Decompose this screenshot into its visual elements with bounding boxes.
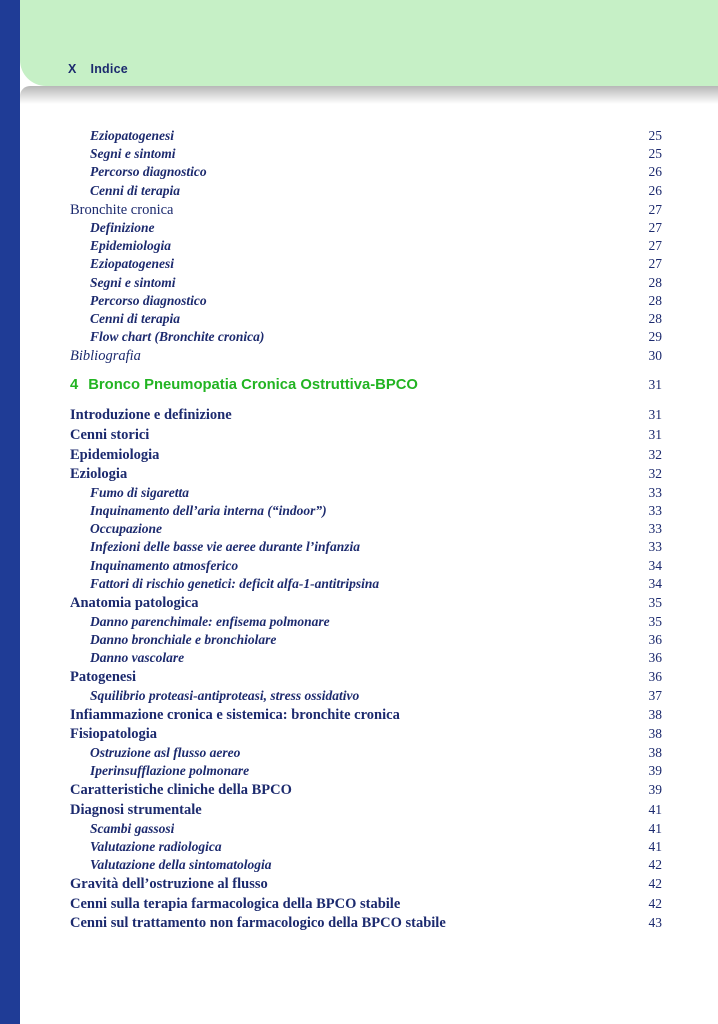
toc-entry-title: Epidemiologia (70, 446, 160, 463)
toc-entry[interactable] (70, 800, 662, 820)
header-shadow (20, 86, 718, 104)
toc-entry[interactable] (70, 255, 662, 273)
toc-part-1 (70, 127, 662, 365)
toc-entry[interactable] (70, 913, 662, 933)
toc-entry-title: Fumo di sigaretta (90, 484, 190, 500)
toc-part-2 (70, 405, 662, 933)
toc-entry-title: Bronchite cronica (70, 201, 174, 218)
toc-entry-title: Caratteristiche cliniche della BPCO (70, 782, 292, 799)
chapter-title: Bronco Pneumopatia Cronica Ostruttiva-BPCO (88, 377, 418, 394)
toc-entry-title: Infezioni delle basse vie aeree durante l’infanzia (90, 539, 360, 555)
toc-entry-page: 36 (648, 649, 662, 665)
toc-entry-page: 39 (648, 782, 662, 798)
toc-entry-page: 32 (648, 446, 662, 462)
toc-entry-title: Occupazione (90, 521, 162, 537)
toc-entry-title: Percorso diagnostico (90, 164, 207, 180)
toc-entry[interactable] (70, 464, 662, 484)
toc-entry-page: 33 (648, 503, 662, 518)
toc-entry[interactable] (70, 613, 662, 631)
toc-entry-title: Segni e sintomi (90, 146, 176, 162)
toc-entry[interactable] (70, 575, 662, 593)
toc-entry[interactable] (70, 820, 662, 838)
toc-entry[interactable] (70, 145, 662, 163)
toc-entry[interactable] (70, 520, 662, 538)
toc-entry-page: 30 (648, 348, 662, 364)
toc-entry-title: Anatomia patologica (70, 594, 199, 611)
toc-entry-page: 42 (648, 857, 662, 872)
chapter-page: 31 (648, 377, 662, 393)
toc-entry-page: 29 (648, 329, 662, 345)
toc-entry-title: Valutazione della sintomatologia (90, 857, 272, 872)
toc-entry-page: 27 (648, 219, 662, 235)
toc-entry-title: Danno vascolare (90, 649, 185, 665)
side-color-bar (0, 0, 20, 1024)
toc-entry[interactable] (70, 724, 662, 744)
toc-entry[interactable] (70, 538, 662, 556)
toc-entry-title: Introduzione e definizione (70, 407, 232, 424)
toc-entry-title: Inquinamento dell’aria interna (“indoor”) (90, 503, 327, 518)
toc-entry[interactable] (70, 292, 662, 310)
toc-entry[interactable] (70, 874, 662, 894)
toc-entry-page: 27 (648, 201, 662, 217)
toc-entry-title: Cenni di terapia (90, 310, 181, 326)
toc-entry[interactable] (70, 744, 662, 762)
toc-entry-title: Danno parenchimale: enfisema polmonare (90, 613, 330, 629)
toc-entry-page: 31 (648, 427, 662, 443)
toc-entry[interactable] (70, 856, 662, 874)
toc-entry-title: Definizione (90, 219, 155, 235)
toc-entry-page: 28 (648, 292, 662, 308)
toc-entry-title: Eziopatogenesi (90, 256, 175, 272)
toc-entry-page: 41 (648, 802, 662, 818)
toc-entry[interactable] (70, 445, 662, 465)
toc-entry-title: Flow chart (Bronchite cronica) (90, 329, 265, 345)
toc-entry-title: Cenni sul trattamento non farmacologico della BPCO stabile (70, 915, 446, 932)
toc-entry-title: Eziopatogenesi (90, 128, 175, 143)
toc-entry[interactable] (70, 687, 662, 705)
toc-entry[interactable] (70, 163, 662, 181)
toc-entry-title: Gravità dell’ostruzione al flusso (70, 876, 268, 893)
toc-entry[interactable] (70, 405, 662, 425)
toc-entry-page: 33 (648, 521, 662, 537)
toc-entry[interactable] (70, 310, 662, 328)
toc-entry-page: 33 (648, 539, 662, 555)
toc-entry-title: Epidemiologia (90, 238, 171, 254)
toc-entry-title: Eziologia (70, 466, 128, 483)
chapter-title-wrap (70, 375, 418, 395)
toc-entry[interactable] (70, 593, 662, 613)
toc-entry-title: Ostruzione asl flusso aereo (90, 745, 241, 761)
toc-entry[interactable] (70, 484, 662, 502)
toc-entry-page: 25 (648, 128, 662, 143)
toc-entry-title: Bibliografia (70, 348, 141, 365)
toc-entry-page: 41 (648, 838, 662, 854)
toc-entry[interactable] (70, 200, 662, 219)
toc-entry-title: Patogenesi (70, 669, 137, 686)
toc-entry-title: Valutazione radiologica (90, 838, 222, 854)
toc-entry-title: Cenni di terapia (90, 182, 181, 198)
toc-entry-page: 27 (648, 256, 662, 272)
toc-entry-page: 28 (648, 274, 662, 290)
header-section-title: Indice (90, 62, 128, 76)
toc-entry-page: 27 (648, 238, 662, 254)
toc-entry-page: 33 (648, 484, 662, 500)
toc-entry-page: 43 (648, 915, 662, 931)
toc-entry-page: 35 (648, 613, 662, 629)
toc-entry-title: Cenni storici (70, 427, 150, 444)
toc-entry-title: Percorso diagnostico (90, 292, 207, 308)
chapter-heading[interactable] (70, 365, 662, 405)
running-header (68, 62, 128, 76)
toc-entry-page: 41 (648, 820, 662, 836)
toc-entry-page: 32 (648, 466, 662, 482)
chapter-number: 4 (70, 377, 79, 394)
toc-entry-title: Diagnosi strumentale (70, 802, 202, 819)
toc-entry-page: 38 (648, 745, 662, 761)
toc-entry-title: Inquinamento atmosferico (90, 557, 239, 573)
toc-entry[interactable] (70, 219, 662, 237)
toc-entry-page: 36 (648, 631, 662, 647)
toc-entry[interactable] (70, 425, 662, 445)
toc-entry[interactable] (70, 182, 662, 200)
toc-entry[interactable] (70, 762, 662, 780)
toc-entry-page: 36 (648, 669, 662, 685)
toc-entry[interactable] (70, 346, 662, 365)
toc-entry-page: 38 (648, 706, 662, 722)
toc-entry-title: Fisiopatologia (70, 726, 158, 743)
toc-entry[interactable] (70, 502, 662, 520)
table-of-contents (70, 127, 662, 933)
toc-entry-page: 26 (648, 164, 662, 180)
toc-entry[interactable] (70, 557, 662, 575)
header-page-number: X (68, 62, 77, 76)
toc-entry[interactable] (70, 328, 662, 346)
toc-entry[interactable] (70, 667, 662, 687)
toc-entry[interactable] (70, 127, 662, 145)
toc-entry-title: Danno bronchiale e bronchiolare (90, 631, 277, 647)
toc-entry-page: 25 (648, 146, 662, 162)
toc-entry[interactable] (70, 780, 662, 800)
toc-entry-page: 28 (648, 310, 662, 326)
toc-entry[interactable] (70, 838, 662, 856)
toc-entry-page: 35 (648, 594, 662, 610)
toc-entry-page: 42 (648, 876, 662, 892)
toc-entry[interactable] (70, 631, 662, 649)
toc-entry-title: Scambi gassosi (90, 820, 175, 836)
toc-entry[interactable] (70, 894, 662, 914)
toc-entry-title: Cenni sulla terapia farmacologica della BPCO stabile (70, 895, 401, 912)
toc-entry[interactable] (70, 237, 662, 255)
toc-entry-page: 34 (648, 575, 662, 591)
toc-entry-page: 37 (648, 687, 662, 703)
toc-entry[interactable] (70, 274, 662, 292)
toc-entry-page: 38 (648, 726, 662, 742)
toc-entry-page: 34 (648, 557, 662, 573)
toc-entry[interactable] (70, 705, 662, 725)
toc-entry-title: Squilibrio proteasi-antiproteasi, stress ossidativo (90, 687, 360, 703)
toc-entry[interactable] (70, 649, 662, 667)
toc-entry-page: 31 (648, 407, 662, 423)
toc-entry-title: Infiammazione cronica e sistemica: bronchite cronica (70, 706, 400, 723)
toc-entry-page: 39 (648, 763, 662, 779)
toc-entry-title: Iperinsufflazione polmonare (90, 763, 250, 779)
toc-entry-page: 42 (648, 895, 662, 911)
toc-entry-page: 26 (648, 182, 662, 198)
toc-entry-title: Segni e sintomi (90, 274, 176, 290)
toc-entry-title: Fattori di rischio genetici: deficit alfa-1-antitripsina (90, 575, 380, 591)
